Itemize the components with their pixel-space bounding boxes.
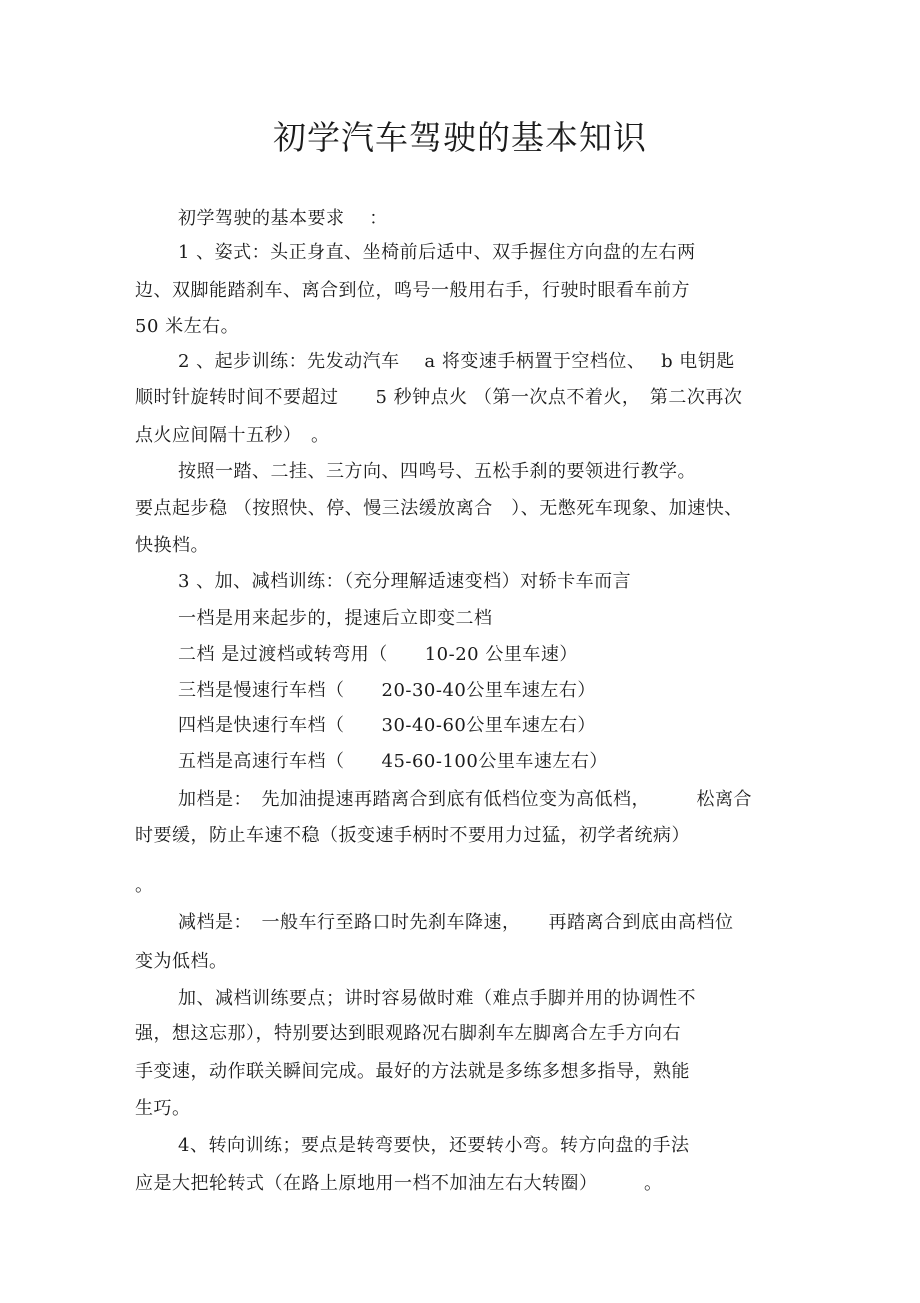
text-line: 加、减档训练要点；讲时容易做时难（难点手脚并用的协调性不 [178, 988, 696, 1009]
text-line: 三档是慢速行车档（ 20-30-40公里车速左右） [178, 680, 596, 701]
text-line: 四档是快速行车档（ 30-40-60公里车速左右） [178, 715, 596, 736]
text-line: 2 、起步训练：先发动汽车 a 将变速手柄置于空档位、 b 电钥匙 [178, 351, 735, 372]
text-line: 边、双脚能踏刹车、离合到位，鸣号一般用右手，行驶时眼看车前方 [135, 280, 690, 301]
text-line: 要点起步稳 （按照快、停、慢三法缓放离合 ）、无憋死车现象、加速快、 [135, 498, 743, 519]
text-line: 生巧。 [135, 1098, 191, 1119]
text-line: 4、转向训练；要点是转弯要快，还要转小弯。转方向盘的手法 [178, 1135, 690, 1156]
text-line: 。 [135, 875, 154, 896]
text-line: 一档是用来起步的，提速后立即变二档 [178, 608, 493, 629]
page-title: 初学汽车驾驶的基本知识 [273, 118, 647, 157]
text-line: 快换档。 [135, 535, 209, 556]
text-line: 手变速，动作联关瞬间完成。最好的方法就是多练多想多指导，熟能 [135, 1061, 690, 1082]
text-line: 减档是： 一般车行至路口时先刹车降速， 再踏离合到底由高档位 [178, 912, 734, 933]
text-line: 变为低档。 [135, 951, 228, 972]
text-line: 点火应间隔十五秒） 。 [135, 425, 330, 446]
text-line: 顺时针旋转时间不要超过 5 秒钟点火 （第一次点不着火， 第二次再次 [135, 387, 743, 408]
text-line: 初学驾驶的基本要求 ： [178, 208, 388, 229]
text-line: 50 米左右。 [135, 316, 240, 337]
text-line: 五档是高速行车档（ 45-60-100公里车速左右） [178, 751, 608, 772]
text-line: 3 、加、减档训练：（充分理解适速变档）对轿卡车而言 [178, 571, 632, 592]
text-line: 应是大把轮转式（在路上原地用一档不加油左右大转圈） 。 [135, 1173, 663, 1194]
text-line: 加档是： 先加油提速再踏离合到底有低档位变为高低档， 松离合 [178, 789, 752, 810]
text-line: 二档 是过渡档或转弯用（ 10-20 公里车速） [178, 644, 578, 665]
text-line: 时要缓，防止车速不稳（扳变速手柄时不要用力过猛，初学者统病） [135, 825, 690, 846]
text-line: 按照一踏、二挂、三方向、四鸣号、五松手刹的要领进行教学。 [178, 461, 696, 482]
text-line: 1 、姿式：头正身直、坐椅前后适中、双手握住方向盘的左右两 [178, 242, 696, 263]
text-line: 强，想这忘那），特别要达到眼观路况右脚刹车左脚离合左手方向右 [135, 1023, 681, 1044]
